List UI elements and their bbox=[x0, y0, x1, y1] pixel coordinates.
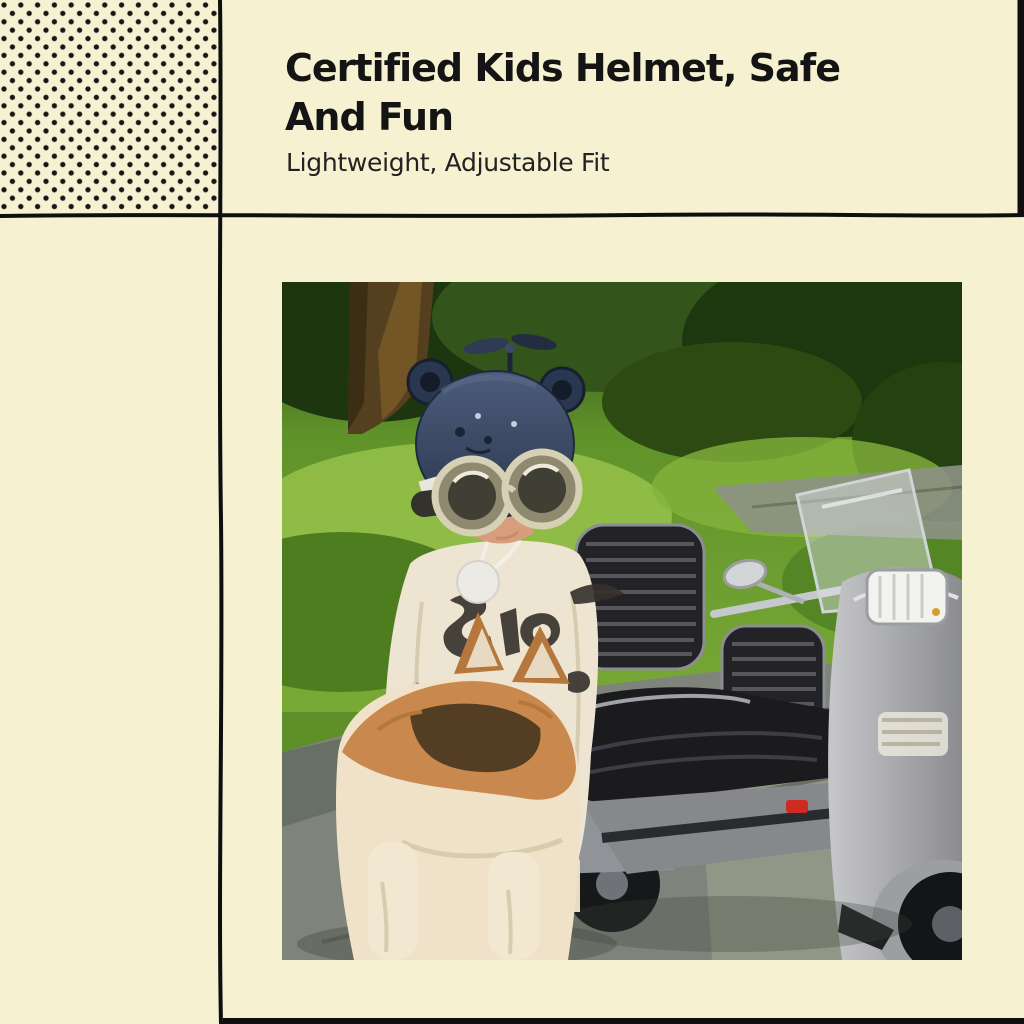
page-title bbox=[285, 44, 945, 142]
corgi-leg-right bbox=[488, 852, 540, 960]
child-pendant bbox=[457, 561, 499, 603]
scooter-front bbox=[828, 567, 962, 960]
frame-horizontal-line bbox=[0, 214, 1024, 216]
frame-vertical-line bbox=[220, 0, 222, 1024]
page-title-line-1: Certified Kids Helmet, Safe bbox=[285, 46, 840, 90]
corgi-leg-left bbox=[368, 842, 418, 960]
dot-pattern bbox=[0, 0, 218, 212]
product-photo bbox=[282, 282, 962, 960]
photo-illustration bbox=[282, 282, 962, 960]
scooter-taillight bbox=[786, 800, 808, 813]
page-subtitle: Lightweight, Adjustable Fit bbox=[286, 148, 610, 177]
page-title-line-2: And Fun bbox=[285, 95, 454, 139]
scooter-headlight bbox=[867, 570, 947, 624]
